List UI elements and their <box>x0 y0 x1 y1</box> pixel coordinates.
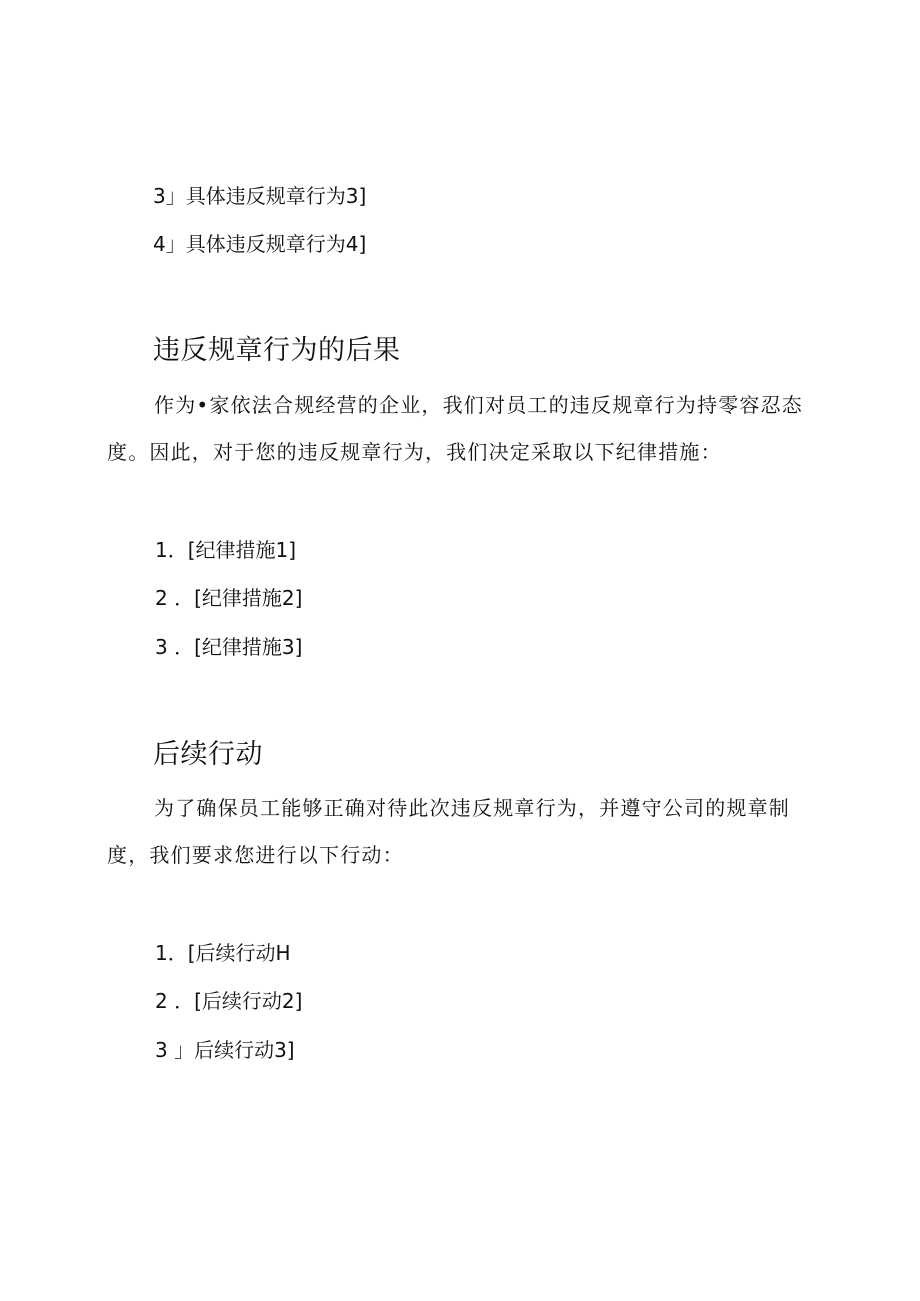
follow-up-item-1: 1．[后续行动H <box>155 941 291 965</box>
follow-up-item-2: 2 ．[后续行动2] <box>155 989 303 1013</box>
violation-item-4: 4」具体违反规章行为4] <box>153 232 367 256</box>
discipline-item-1: 1．[纪律措施1] <box>155 538 297 562</box>
follow-up-paragraph: 为了确保员工能够正确对待此次违反规章行为，并遵守公司的规章制度，我们要求您进行以下行动： <box>107 796 790 867</box>
consequences-paragraph: 作为•家依法合规经营的企业，我们对员工的违反规章行为持零容忍态度。因此，对于您的违反规章行为，我们决定采取以下纪律措施： <box>107 393 803 464</box>
discipline-item-2: 2 ．[纪律措施2] <box>155 586 303 610</box>
follow-up-item-3: 3 」后续行动3] <box>155 1038 295 1062</box>
follow-up-heading: 后续行动 <box>153 739 263 770</box>
violation-item-3: 3」具体违反规章行为3] <box>153 184 367 208</box>
discipline-item-3: 3 ．[纪律措施3] <box>155 635 303 659</box>
consequences-heading: 违反规章行为的后果 <box>153 335 401 366</box>
